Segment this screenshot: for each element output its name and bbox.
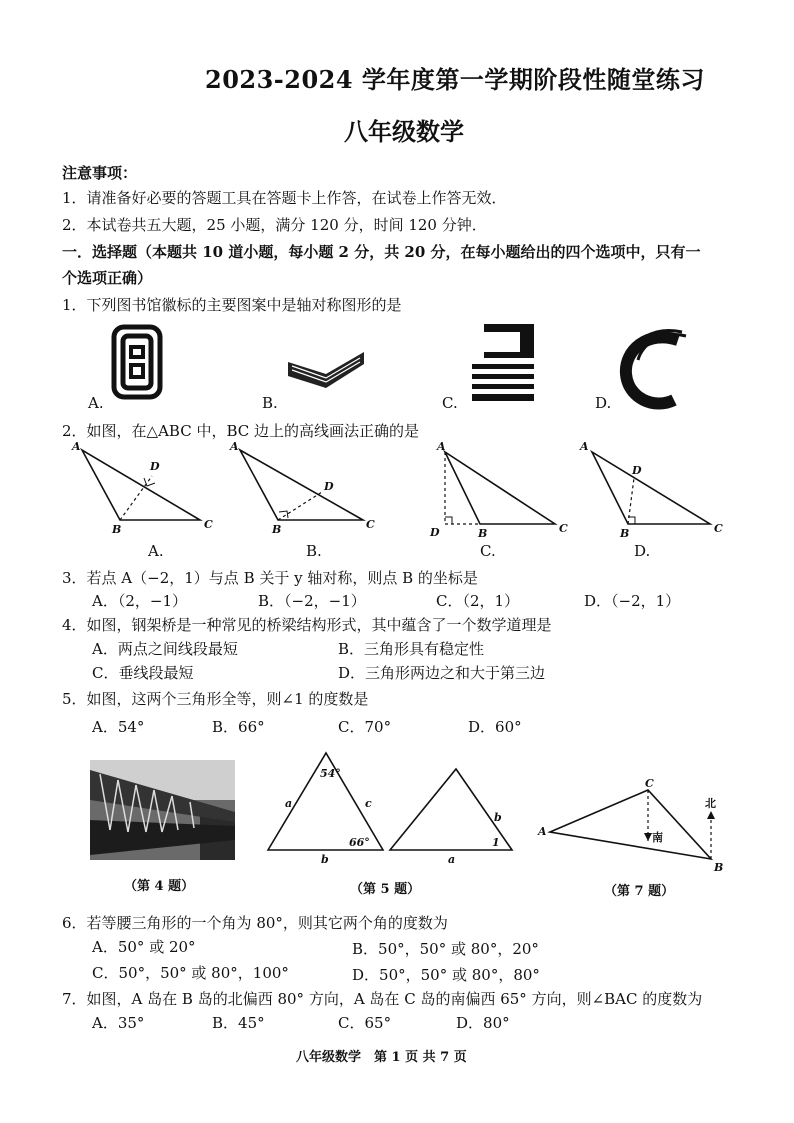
q5-option-c: C．70°	[338, 718, 392, 736]
svg-text:C: C	[714, 522, 723, 535]
bridge-photo	[90, 760, 235, 860]
svg-text:a: a	[448, 853, 456, 866]
q5-option-b: B．66°	[212, 718, 265, 736]
q7-stem: 7．如图，A 岛在 B 岛的北偏西 80° 方向，A 岛在 C 岛的南偏西 65° 方向，则∠BAC 的度数为	[62, 990, 703, 1008]
svg-text:D: D	[324, 480, 334, 493]
svg-text:c: c	[365, 797, 372, 810]
section-heading-cont: 个选项正确）	[62, 269, 153, 287]
q2-option-c: C.	[480, 542, 496, 560]
q7-option-b: B．45°	[212, 1014, 265, 1032]
q2-option-a: A.	[148, 542, 164, 560]
q1-logo-c	[470, 322, 536, 404]
svg-text:54°: 54°	[320, 767, 341, 780]
exam-title: 2023-2024 学年度第一学期阶段性随堂练习	[205, 65, 705, 94]
q7-option-a: A．35°	[92, 1014, 145, 1032]
svg-text:A: A	[230, 440, 239, 453]
svg-text:C: C	[204, 518, 213, 531]
q3-option-a: A．（2，−1）	[92, 592, 187, 610]
svg-text:b: b	[321, 853, 329, 866]
q1-option-a: A.	[88, 394, 104, 412]
figure-4-caption: （第 4 题）	[124, 879, 195, 894]
q1-option-c: C.	[442, 394, 458, 412]
svg-text:B: B	[714, 861, 724, 874]
svg-text:北: 北	[705, 797, 716, 810]
svg-text:A: A	[538, 825, 547, 838]
q1-stem: 1．下列图书馆徽标的主要图案中是轴对称图形的是	[62, 296, 402, 314]
q2-option-b: B.	[306, 542, 322, 560]
q7-option-d: D．80°	[456, 1014, 510, 1032]
q1-logo-b	[286, 348, 366, 390]
q6-option-d: D．50°，50° 或 80°，80°	[352, 966, 540, 984]
svg-text:C: C	[559, 522, 568, 535]
svg-text:D: D	[150, 460, 160, 473]
q5-triangles	[265, 745, 520, 870]
q3-option-c: C．（2，1）	[436, 592, 520, 610]
q4-stem: 4．如图，钢架桥是一种常见的桥梁结构形式，其中蕴含了一个数学道理是	[62, 616, 552, 634]
q1-logo-d	[618, 330, 688, 412]
q2-figure-c	[425, 440, 575, 540]
q4-option-a: A．两点之间线段最短	[92, 640, 238, 658]
svg-text:b: b	[494, 811, 502, 824]
notes-item-2: 2．本试卷共五大题，25 小题，满分 120 分，时间 120 分钟．	[62, 216, 487, 234]
q2-figure-b	[228, 440, 378, 540]
q5-option-a: A．54°	[92, 718, 145, 736]
q5-option-d: D．60°	[468, 718, 522, 736]
q6-option-a: A．50° 或 20°	[92, 938, 196, 956]
q6-option-c: C．50°，50° 或 80°，100°	[92, 964, 289, 982]
svg-text:D: D	[430, 526, 440, 539]
q2-stem: 2．如图，在△ABC 中，BC 边上的高线画法正确的是	[62, 422, 420, 440]
subject-title: 八年级数学	[344, 117, 464, 146]
svg-text:1: 1	[492, 836, 500, 849]
q2-figure-d	[578, 440, 728, 540]
q2-figure-a	[70, 440, 220, 540]
q4-option-b: B．三角形具有稳定性	[338, 640, 485, 658]
page-footer: 八年级数学 第 1 页 共 7 页	[296, 1050, 467, 1065]
svg-text:B: B	[112, 523, 122, 536]
q7-island-diagram	[538, 775, 733, 875]
q4-option-d: D．三角形两边之和大于第三边	[338, 664, 546, 682]
q1-logo-a	[112, 325, 162, 400]
q4-option-c: C．垂线段最短	[92, 664, 194, 682]
q5-stem: 5．如图，这两个三角形全等，则∠1 的度数是	[62, 690, 369, 708]
svg-text:C: C	[645, 777, 654, 790]
svg-text:A: A	[437, 440, 446, 453]
svg-text:B: B	[478, 527, 488, 540]
q6-stem: 6．若等腰三角形的一个角为 80°，则其它两个角的度数为	[62, 914, 448, 932]
notes-item-1: 1．请准备好必要的答题工具在答题卡上作答，在试卷上作答无效．	[62, 189, 507, 207]
q3-option-d: D．（−2，1）	[584, 592, 681, 610]
q6-option-b: B．50°，50° 或 80°，20°	[352, 940, 539, 958]
q7-option-c: C．65°	[338, 1014, 392, 1032]
figure-7-caption: （第 7 题）	[604, 884, 675, 899]
figure-5-caption: （第 5 题）	[350, 882, 421, 897]
notes-heading: 注意事项：	[62, 164, 138, 182]
q1-option-b: B.	[262, 394, 278, 412]
svg-text:B: B	[620, 527, 630, 540]
svg-text:D: D	[632, 464, 642, 477]
q3-stem: 3．若点 A（−2，1）与点 B 关于 y 轴对称，则点 B 的坐标是	[62, 569, 478, 587]
svg-text:66°: 66°	[349, 836, 370, 849]
svg-text:C: C	[366, 518, 375, 531]
svg-text:南: 南	[652, 831, 663, 844]
svg-text:A: A	[72, 440, 81, 453]
q2-option-d: D.	[634, 542, 651, 560]
svg-text:A: A	[580, 440, 589, 453]
svg-text:B: B	[272, 523, 282, 536]
q3-option-b: B．（−2，−1）	[258, 592, 366, 610]
q1-option-d: D.	[595, 394, 612, 412]
section-heading: 一．选择题（本题共 10 道小题，每小题 2 分，共 20 分，在每小题给出的四个选项中，只有一	[62, 243, 701, 261]
svg-text:a: a	[285, 797, 293, 810]
